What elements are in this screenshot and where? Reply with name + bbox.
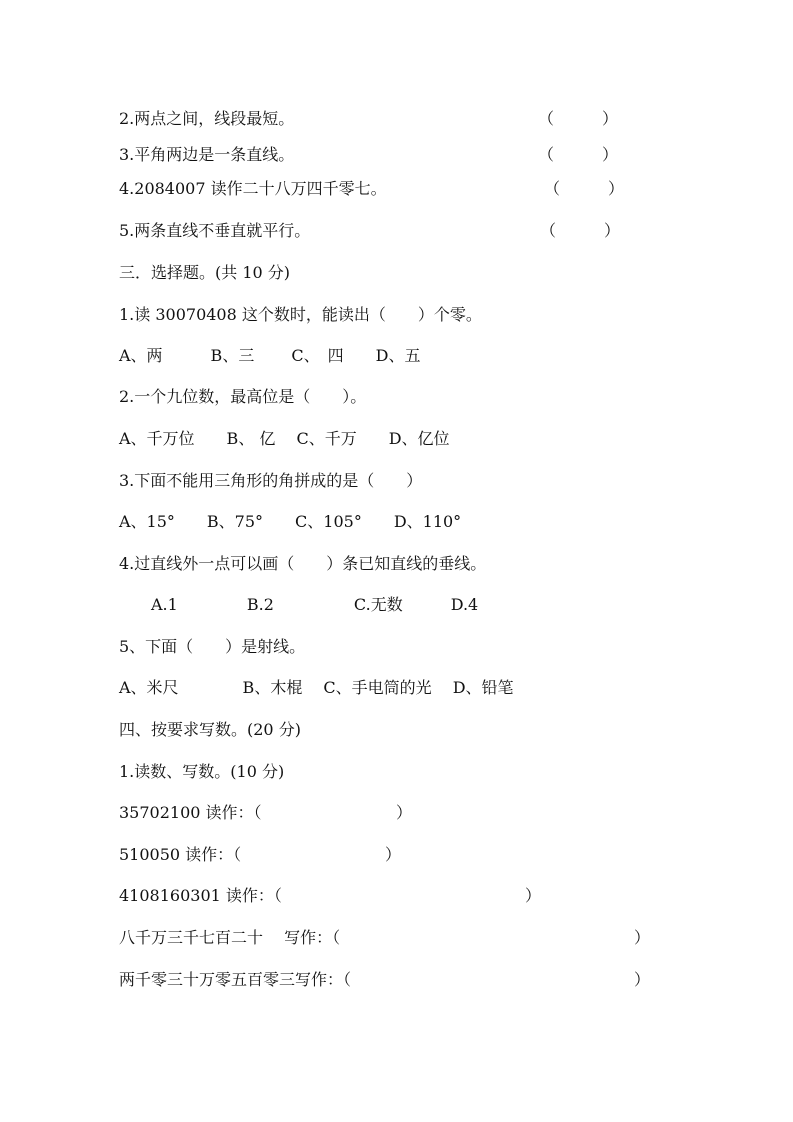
writing-item-1: 35702100 读作：（ xyxy=(119,803,262,822)
choice-question-5: 5、下面（ ）是射线。 xyxy=(119,637,306,656)
writing-sub-heading: 1.读数、写数。(10 分) xyxy=(119,762,285,781)
writing-item-5: 两千零三十万零五百零三写作：（ xyxy=(119,970,352,989)
writing-item-1-close: ） xyxy=(396,803,413,822)
writing-item-2: 510050 读作：（ xyxy=(119,845,242,864)
judgement-answer-blank-5: （ ） xyxy=(540,221,621,240)
writing-item-3: 4108160301 读作：（ xyxy=(119,886,282,905)
section-heading-writing: 四、按要求写数。(20 分) xyxy=(119,720,301,739)
writing-item-4-close: ） xyxy=(634,928,651,947)
judgement-answer-blank-2: （ ） xyxy=(538,109,619,128)
section-heading-choice: 三．选择题。(共 10 分) xyxy=(119,263,291,282)
choice-question-1: 1.读 30070408 这个数时，能读出（ ）个零。 xyxy=(119,305,482,324)
choice-options-4: A.1 B.2 C.无数 D.4 xyxy=(119,595,479,614)
judgement-item-3: 3.平角两边是一条直线。 xyxy=(119,145,295,164)
judgement-item-2: 2.两点之间，线段最短。 xyxy=(119,109,295,128)
choice-question-3: 3.下面不能用三角形的角拼成的是（ ） xyxy=(119,471,423,490)
choice-options-1: A、两 B、三 C、 四 D、五 xyxy=(119,346,421,365)
choice-options-2: A、千万位 B、 亿 C、千万 D、亿位 xyxy=(119,429,450,448)
writing-item-4: 八千万三千七百二十 写作：（ xyxy=(119,928,341,947)
choice-options-5: A、米尺 B、木棍 C、手电筒的光 D、铅笔 xyxy=(119,678,514,697)
judgement-item-4: 4.2084007 读作二十八万四千零七。 xyxy=(119,179,387,198)
choice-question-2: 2.一个九位数，最高位是（ ）。 xyxy=(119,387,367,406)
judgement-answer-blank-3: （ ） xyxy=(538,145,619,164)
judgement-item-5: 5.两条直线不垂直就平行。 xyxy=(119,221,311,240)
writing-item-2-close: ） xyxy=(385,845,402,864)
choice-options-3: A、15° B、75° C、105° D、110° xyxy=(119,512,462,531)
writing-item-5-close: ） xyxy=(634,970,651,989)
judgement-answer-blank-4: （ ） xyxy=(544,179,625,198)
choice-question-4: 4.过直线外一点可以画（ ）条已知直线的垂线。 xyxy=(119,554,487,573)
writing-item-3-close: ） xyxy=(525,886,542,905)
